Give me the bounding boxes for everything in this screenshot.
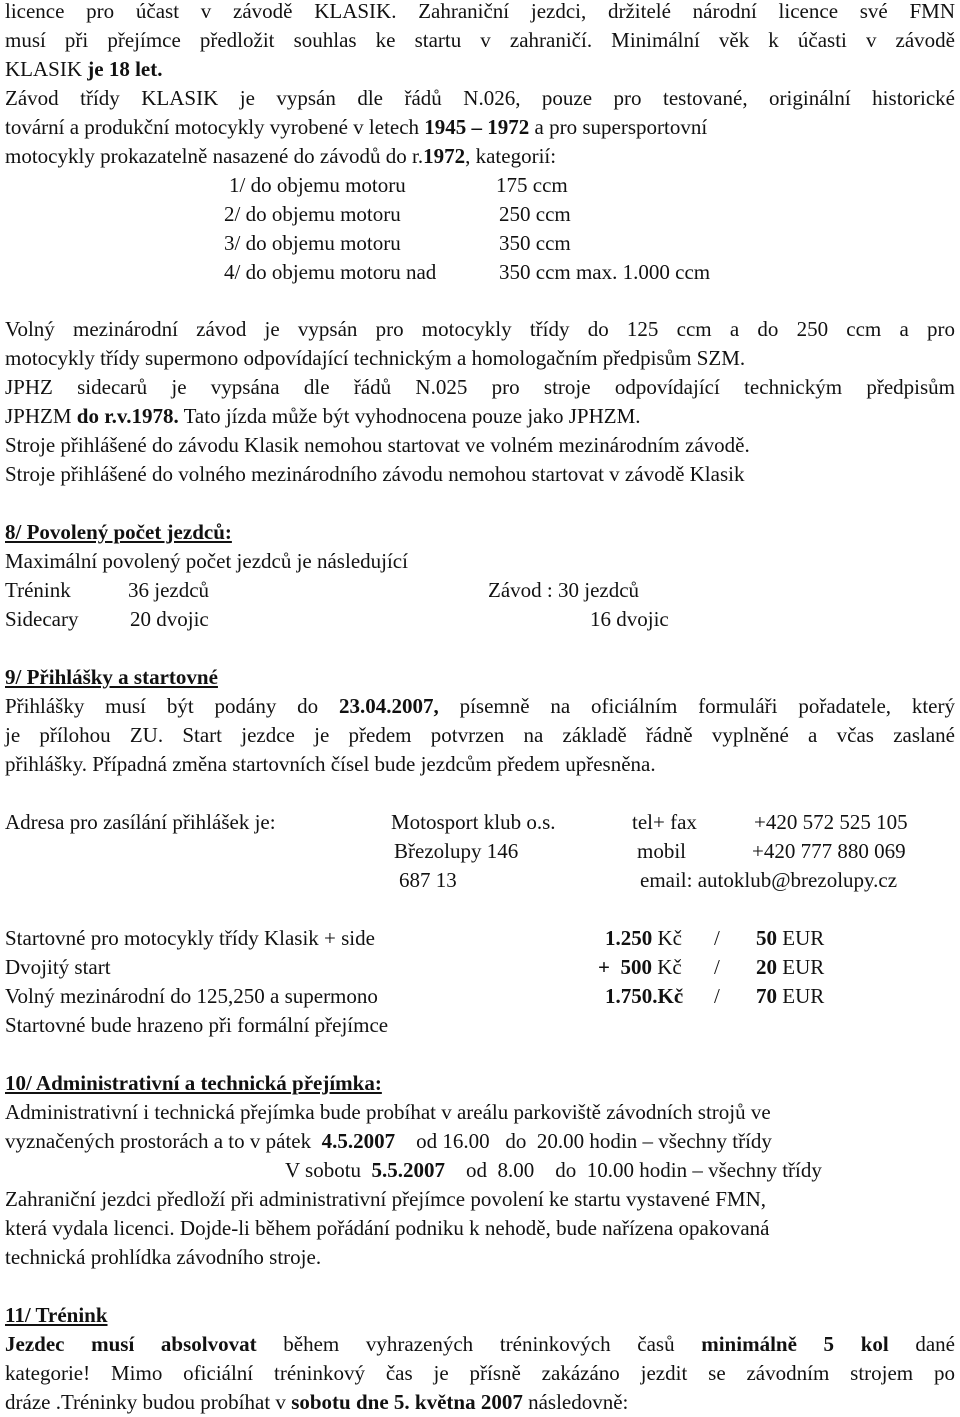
fee-currency: Kč (657, 984, 684, 1008)
contact-mobile-label: mobil (637, 839, 687, 863)
fee-note (5, 1011, 388, 1040)
category-label: 1/ do objemu motoru (229, 173, 406, 197)
address-street: Březolupy 146 (394, 839, 519, 863)
bold-text: je 18 let. (87, 57, 163, 81)
category-value: 175 ccm (496, 173, 568, 197)
category-label: 3/ do objemu motoru (224, 231, 401, 255)
fee-label: Dvojitý start (5, 955, 111, 979)
fee-czk: 1.250 (605, 926, 653, 950)
section-10-line-4 (5, 1185, 766, 1214)
intro-line-2 (5, 26, 955, 55)
section-10-line-3 (285, 1156, 822, 1185)
text: KLASIK (5, 57, 88, 81)
text: JPHZ sidecarů je vypsána dle řádů N.025 pro stroje odpovídající technickým předpisům (5, 375, 955, 399)
intro-line-6 (5, 142, 556, 171)
text: která vydala licenci. Dojde-li během pořádání podniku k nehodě, bude nařízena opakovaná (5, 1216, 770, 1240)
text: Administrativní i technická přejímka bude probíhat v areálu parkoviště závodních strojů ve (5, 1100, 771, 1124)
heading-text: 9/ Přihlášky a startovné (5, 665, 218, 689)
text: Tato jízda může být vyhodnocena pouze jako JPHZM. (178, 404, 641, 428)
free-line-1 (5, 315, 955, 344)
fee-amount (598, 953, 682, 982)
intro-line-4 (5, 84, 955, 113)
section-11-line-3 (5, 1388, 628, 1417)
text: technická prohlídka závodního stroje. (5, 1245, 322, 1269)
text: tovární a produkční motocykly vyrobené v letech (5, 115, 425, 139)
text: Přihlášky musí být podány do (5, 694, 339, 718)
fee-currency: Kč (652, 926, 682, 950)
fee-eur-currency: EUR (777, 955, 825, 979)
category-value: 350 ccm (499, 231, 571, 255)
text: kategorie! Mimo oficiální tréninkový čas je přísně zakázáno jezdit se závodním strojem po (5, 1361, 955, 1385)
sidecar-training: 20 dvojic (130, 607, 209, 631)
contact-phone-value: +420 572 525 105 (754, 810, 908, 834)
bold-years: 1945 – 1972 (424, 115, 530, 139)
bold-date: sobotu dne 5. května 2007 (291, 1390, 523, 1414)
text: je přílohou ZU. Start jezdce je předem potvrzen na základě řádně vyplněné a včas zaslané (5, 723, 955, 747)
text: V sobotu (285, 1158, 372, 1182)
contact-email[interactable]: email: autoklub@brezolupy.cz (640, 868, 898, 892)
contact-phone-label: tel+ fax (632, 810, 697, 834)
text: Stroje přihlášené do volného mezinárodního závodu nemohou startovat v závodě Klasik (5, 462, 745, 486)
text: Závod třídy KLASIK je vypsán dle řádů N.026, pouze pro testované, originální historické (5, 86, 955, 110)
bold-year: 1972 (423, 144, 466, 168)
fee-label: Startovné pro motocykly třídy Klasik + side (5, 926, 375, 950)
training-label: Trénink (5, 578, 71, 602)
free-line-3 (5, 373, 955, 402)
section-10-line-6 (5, 1243, 321, 1272)
text: následovně: (522, 1390, 629, 1414)
text: , kategorií: (465, 144, 557, 168)
section-9-line-1 (5, 692, 955, 721)
fee-label: Volný mezinárodní do 125,250 a supermono (5, 984, 378, 1008)
category-value: 350 ccm max. 1.000 ccm (499, 260, 711, 284)
bold-date: 5.5.2007 (371, 1158, 446, 1182)
fee-eur (756, 982, 824, 1011)
fee-eur-currency: EUR (777, 926, 825, 950)
fee-slash: / (714, 926, 720, 950)
text: dráze .Tréninky budou probíhat v (5, 1390, 292, 1414)
heading-text: 8/ Povolený počet jezdců: (5, 520, 232, 544)
text: JPHZM (5, 404, 77, 428)
section-10-line-2 (5, 1127, 772, 1156)
race-riders: Závod : 30 jezdců (488, 578, 640, 602)
fee-plus: + (598, 955, 621, 979)
text: Stroje přihlášené do závodu Klasik nemohou startovat ve volném mezinárodním závodě. (5, 433, 750, 457)
text: motocykly prokazatelně nasazené do závodů do r. (5, 144, 424, 168)
category-label: 4/ do objemu motoru nad (224, 260, 437, 284)
fee-eur-currency: EUR (777, 984, 825, 1008)
text: písemně na oficiálním formuláři pořadatele, který (438, 694, 955, 718)
section-8-heading (5, 518, 232, 547)
text: a pro supersportovní (529, 115, 708, 139)
fee-eur (756, 924, 824, 953)
section-9-heading (5, 663, 218, 692)
category-label: 2/ do objemu motoru (224, 202, 401, 226)
free-line-2 (5, 344, 745, 373)
section-10-heading (5, 1069, 382, 1098)
text: Volný mezinárodní závod je vypsán pro motocykly třídy do 125 ccm a do 250 ccm a pro (5, 317, 955, 341)
contact-mobile-value: +420 777 880 069 (752, 839, 906, 863)
text: přihlášky. Případná změna startovních čísel bude jezdcům předem upřesněna. (5, 752, 656, 776)
text: dané (888, 1332, 956, 1356)
intro-line-5 (5, 113, 707, 142)
fee-czk: 500 (620, 955, 652, 979)
fee-slash: / (714, 984, 720, 1008)
bold-date: 4.5.2007 (321, 1129, 396, 1153)
bold-text: Jezdec musí absolvovat (5, 1332, 257, 1356)
text: motocykly třídy supermono odpovídající technickým a homologačním předpisům SZM. (5, 346, 746, 370)
text: od 16.00 do 20.00 hodin – všechny třídy (395, 1129, 772, 1153)
category-value: 250 ccm (499, 202, 571, 226)
fee-eur (756, 953, 824, 982)
free-line-6 (5, 460, 744, 489)
sidecar-label: Sidecary (5, 607, 79, 631)
heading-text: 11/ Trénink (5, 1303, 108, 1327)
fee-slash: / (714, 955, 720, 979)
section-9-line-3 (5, 750, 656, 779)
section-9-line-2 (5, 721, 955, 750)
fee-eur-value: 70 (756, 984, 777, 1008)
free-line-4 (5, 402, 641, 431)
intro-line-1 (5, 0, 955, 26)
free-line-5 (5, 431, 750, 460)
text: Maximální povolený počet jezdců je následující (5, 549, 408, 573)
heading-text: 10/ Administrativní a technická přejímka: (5, 1071, 382, 1095)
text: Zahraniční jezdci předloží při administrativní přejímce povolení ke startu vystavené FMN, (5, 1187, 767, 1211)
address-zip: 687 13 (399, 868, 457, 892)
bold-text: do r.v.1978. (76, 404, 179, 428)
training-riders: 36 jezdců (128, 578, 210, 602)
section-11-heading (5, 1301, 108, 1330)
text: Startovné bude hrazeno při formální přejímce (5, 1013, 389, 1037)
text: musí při přejímce předložit souhlas ke startu v zahraničí. Minimální věk k účasti v závodě (5, 28, 955, 52)
text: od 8.00 do 10.00 hodin – všechny třídy (445, 1158, 822, 1182)
fee-currency: Kč (651, 955, 682, 979)
section-8-intro (5, 547, 408, 576)
intro-line-3 (5, 55, 162, 84)
text: vyznačených prostorách a to v pátek (5, 1129, 322, 1153)
text: během vyhrazených tréninkových časů (256, 1332, 702, 1356)
bold-date: 23.04.2007, (339, 694, 439, 718)
fee-czk: 1.750. (605, 984, 658, 1008)
fee-amount (605, 982, 683, 1011)
section-11-line-2 (5, 1359, 955, 1388)
fee-eur-value: 50 (756, 926, 777, 950)
section-11-line-1 (5, 1330, 955, 1359)
fee-amount (605, 924, 682, 953)
section-10-line-1 (5, 1098, 771, 1127)
section-10-line-5 (5, 1214, 769, 1243)
sidecar-race: 16 dvojic (590, 607, 669, 631)
text: licence pro účast v závodě KLASIK. Zahraniční jezdci, držitelé národní licence své FMN (5, 0, 955, 23)
address-club: Motosport klub o.s. (391, 810, 556, 834)
fee-eur-value: 20 (756, 955, 777, 979)
address-label: Adresa pro zasílání přihlášek je: (5, 810, 276, 834)
bold-text: minimálně 5 kol (701, 1332, 889, 1356)
